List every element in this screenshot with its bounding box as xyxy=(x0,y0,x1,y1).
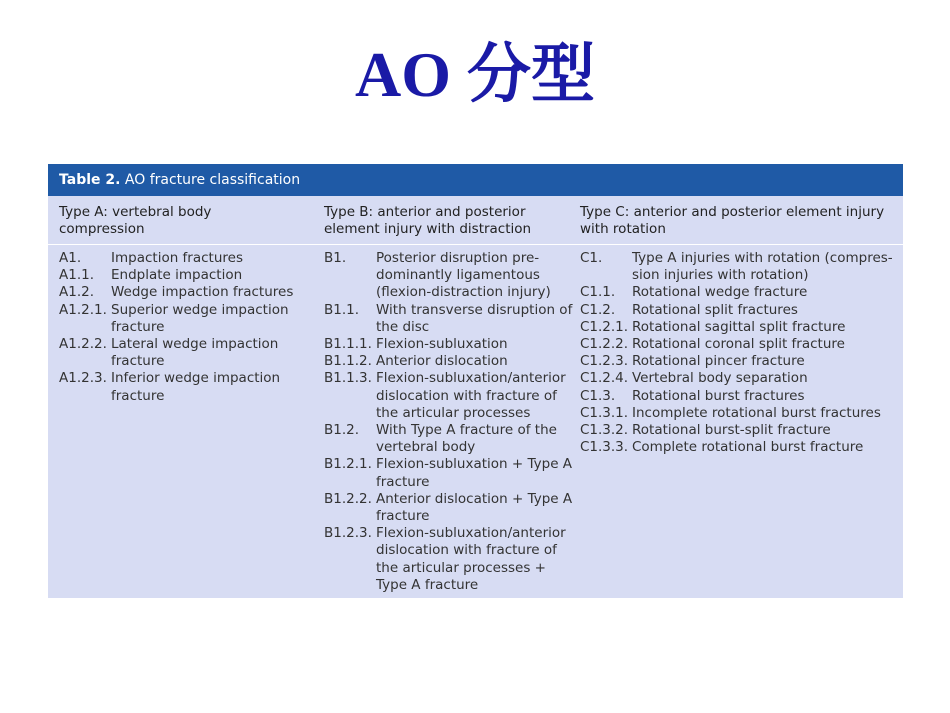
entry-code: C1.2.1. xyxy=(580,318,629,335)
table-caption-number: Table 2. xyxy=(59,172,121,188)
table-caption-text: AO fracture classification xyxy=(120,172,301,188)
entry-description: Rotational pincer fracture xyxy=(632,353,805,370)
entry-code: A1.2.1. xyxy=(59,301,107,318)
entry-description: Rotational split fractures xyxy=(632,301,798,318)
entry-description: Flexion-subluxation/anterior dislocation with fracture of the articular processes + Type A fracture xyxy=(376,525,566,593)
entry-code: B1. xyxy=(324,250,347,266)
column-type-b xyxy=(324,250,574,594)
entry-code: B1.1.2. xyxy=(324,353,372,370)
table-entry xyxy=(59,302,309,336)
entry-description: Anterior dislocation xyxy=(376,353,508,370)
table-entry xyxy=(580,439,900,456)
entry-description: Impaction fractures xyxy=(111,250,243,266)
table-entry xyxy=(324,422,574,456)
entry-code: A1. xyxy=(59,250,82,266)
classification-table xyxy=(48,164,903,598)
entry-description: Superior wedge impaction fracture xyxy=(111,301,289,335)
entry-description: Type A injuries with rotation (compres-sion injuries with rotation) xyxy=(632,250,893,284)
table-entry xyxy=(580,250,900,284)
entry-description: Rotational wedge fracture xyxy=(632,284,808,301)
entry-code: C1.3.1. xyxy=(580,404,629,421)
entry-code: B1.1.1. xyxy=(324,336,372,353)
table-entry xyxy=(580,302,900,319)
entry-code: C1.3.3. xyxy=(580,439,629,456)
table-entry xyxy=(324,353,574,370)
table-caption xyxy=(48,164,903,196)
entry-description: Wedge impaction fractures xyxy=(111,284,294,301)
table-entry xyxy=(59,250,309,267)
table-entry xyxy=(580,388,900,405)
column-header-type-b: Type B: anterior and posterior element injury with distraction xyxy=(324,204,532,237)
table-entry xyxy=(580,284,900,301)
entry-code: C1.3. xyxy=(580,387,616,404)
column-header-type-a: Type A: vertebral body compression xyxy=(59,204,212,237)
entry-code: B1.1. xyxy=(324,301,360,318)
entry-description: With transverse disruption of the disc xyxy=(376,301,573,335)
entry-description: Lateral wedge impaction fracture xyxy=(111,336,279,370)
entry-code: C1.3.2. xyxy=(580,422,629,439)
entry-code: B1.2.1. xyxy=(324,456,372,473)
table-entry xyxy=(580,370,900,387)
column-type-c xyxy=(580,250,900,456)
entry-code: C1.2. xyxy=(580,301,616,318)
entry-code: C1. xyxy=(580,250,603,266)
table-entry xyxy=(59,267,309,284)
table-entry xyxy=(324,370,574,422)
table-entry xyxy=(59,370,309,404)
table-entry xyxy=(59,284,309,301)
entry-code: C1.2.4. xyxy=(580,370,629,387)
entry-description: Endplate impaction xyxy=(111,267,243,284)
entry-description: Flexion-subluxation xyxy=(376,336,508,353)
entry-description: Flexion-subluxation/anterior dislocation with fracture of the articular processes xyxy=(376,370,566,421)
entry-description: Rotational burst fractures xyxy=(632,387,805,404)
entry-code: C1.1. xyxy=(580,284,616,301)
entry-description: Rotational burst-split fracture xyxy=(632,422,831,439)
column-headers xyxy=(48,204,903,245)
column-header-type-c: Type C: anterior and posterior element injury with rotation xyxy=(580,204,885,237)
entry-code: A1.2.2. xyxy=(59,336,107,353)
entry-description: Rotational sagittal split fracture xyxy=(632,318,846,335)
entry-code: B1.1.3. xyxy=(324,370,372,387)
table-entry xyxy=(324,250,574,302)
entry-description: Inferior wedge impaction fracture xyxy=(111,370,281,404)
table-entry xyxy=(324,456,574,490)
entry-description: Vertebral body separation xyxy=(632,370,808,387)
table-entry xyxy=(580,353,900,370)
table-entry xyxy=(59,336,309,370)
entry-code: B1.2.3. xyxy=(324,525,372,542)
entry-description: Rotational coronal split fracture xyxy=(632,336,845,353)
entry-description: Anterior dislocation + Type A fracture xyxy=(376,490,573,525)
entry-description: Posterior disruption pre-dominantly ligamentous (flexion-distraction injury) xyxy=(376,250,551,301)
entry-description: With Type A fracture of the vertebral body xyxy=(376,422,557,456)
table-entry xyxy=(580,319,900,336)
entry-description: Flexion-subluxation + Type A fracture xyxy=(376,456,573,490)
column-type-a xyxy=(59,250,309,405)
table-entry xyxy=(324,336,574,353)
entry-description: Incomplete rotational burst fractures xyxy=(632,404,881,421)
table-entry xyxy=(580,336,900,353)
entry-code: A1.2.3. xyxy=(59,370,107,387)
entry-code: C1.2.2. xyxy=(580,336,629,353)
entry-code: C1.2.3. xyxy=(580,353,629,370)
table-entry xyxy=(580,422,900,439)
table-entry xyxy=(324,491,574,525)
table-entry xyxy=(324,525,574,594)
entry-code: A1.1. xyxy=(59,267,94,284)
entry-description: Complete rotational burst fracture xyxy=(632,439,864,456)
table-entry xyxy=(324,302,574,336)
entry-code: B1.2. xyxy=(324,422,360,439)
entry-code: A1.2. xyxy=(59,284,94,301)
entry-code: B1.2.2. xyxy=(324,490,372,507)
table-entry xyxy=(580,405,900,422)
slide-title: AO 分型 xyxy=(355,39,595,110)
